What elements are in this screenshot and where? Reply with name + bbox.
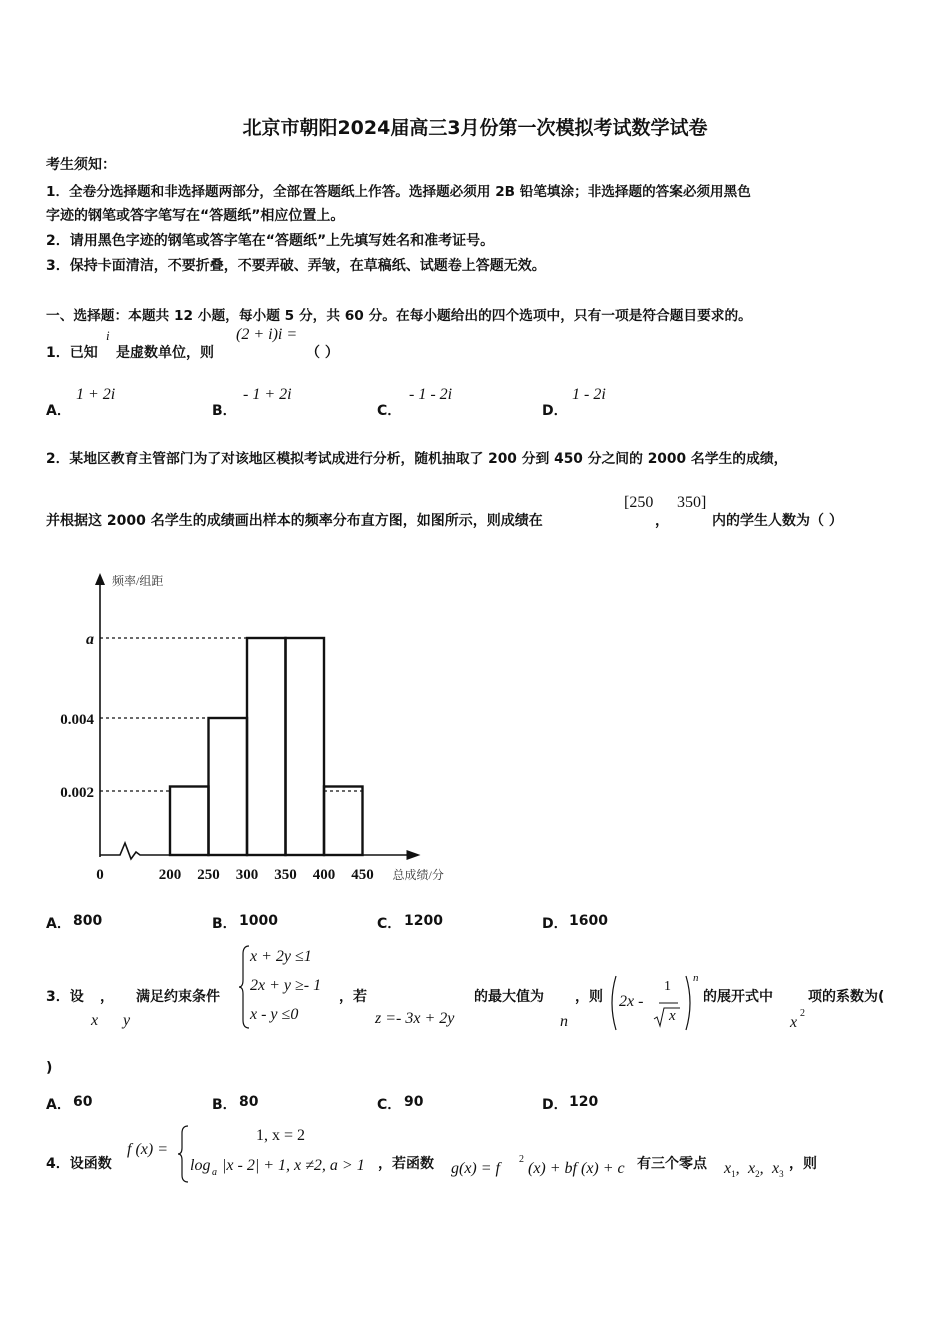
q3-constraint-3: x - y ≤0 bbox=[250, 1006, 299, 1023]
q3-var-x: x bbox=[91, 1012, 99, 1029]
q2-option-b: 1000 bbox=[239, 913, 278, 929]
q1-option-c-label: C． bbox=[377, 403, 402, 419]
q2-interval-left: [250 bbox=[624, 494, 654, 511]
q1-option-b-label: B． bbox=[212, 403, 237, 419]
q1-paren: （ ） bbox=[306, 345, 339, 361]
x-tick-label-450: 450 bbox=[351, 867, 374, 883]
q4-g-def: g(x) = f bbox=[451, 1160, 500, 1177]
q3-option-a-label: A． bbox=[46, 1097, 71, 1113]
q2-option-d-label: D． bbox=[542, 916, 568, 932]
q3-prefix: 3．设 bbox=[46, 989, 84, 1005]
x-tick-label-400: 400 bbox=[312, 867, 336, 883]
q1-option-d-label: D． bbox=[542, 403, 568, 419]
q4-prefix: 4．设函数 bbox=[46, 1156, 112, 1172]
notice-line-1a: 1．全卷分选择题和非选择题两部分，全部在答题纸上作答。选择题必须用 2B 铅笔填涂；非选择题的答案必须用黑色 bbox=[46, 184, 751, 200]
q3-binomial-numerator: 1 bbox=[664, 979, 671, 994]
q3-objective: z =- 3x + 2y bbox=[375, 1010, 455, 1027]
q1-var-i: i bbox=[106, 328, 110, 343]
q1-option-b: - 1 + 2i bbox=[243, 386, 292, 403]
q3-option-c-label: C． bbox=[377, 1097, 402, 1113]
q4-g-rest: (x) + bf (x) + c bbox=[528, 1160, 625, 1177]
q2-option-d: 1600 bbox=[569, 913, 608, 929]
q3-var-n: n bbox=[560, 1013, 568, 1030]
q3-binomial-exponent: n bbox=[693, 972, 699, 984]
q2-option-a-label: A． bbox=[46, 916, 71, 932]
histogram-bar-4 bbox=[286, 638, 325, 855]
q2-line-1: 2．某地区教育主管部门为了对该地区模拟考试成进行分析，随机抽取了 200 分到 450 分之间的 2000 名学生的成绩， bbox=[46, 451, 788, 467]
q4-zeros-text: 有三个零点 bbox=[637, 1156, 707, 1172]
q1-option-d: 1 - 2i bbox=[572, 386, 606, 403]
histogram-bar-3 bbox=[247, 638, 286, 855]
notice-line-1b: 字迹的钢笔或答字笔写在“答题纸”相应位置上。 bbox=[46, 208, 345, 224]
notice-heading: 考生须知： bbox=[46, 157, 116, 173]
q3-option-d: 120 bbox=[569, 1094, 599, 1110]
x-tick-label-200: 200 bbox=[158, 867, 182, 883]
q3-close: ) bbox=[46, 1060, 53, 1076]
q2-option-b-label: B． bbox=[212, 916, 237, 932]
histogram-marks bbox=[60, 573, 444, 883]
y-axis-label: 频率/组距 bbox=[112, 574, 164, 588]
y-tick-label-0.002: 0.002 bbox=[60, 785, 94, 801]
q3-ruo: ，若 bbox=[339, 989, 367, 1005]
histogram-chart bbox=[40, 565, 470, 890]
y-axis-arrow-icon bbox=[95, 573, 105, 585]
q3-option-b-label: B． bbox=[212, 1097, 237, 1113]
q3-x2-exponent: 2 bbox=[800, 1008, 805, 1019]
q1-expr: (2 + i)i = bbox=[236, 326, 298, 343]
x-tick-label-300: 300 bbox=[235, 867, 259, 883]
x-axis-arrow-icon bbox=[407, 850, 421, 860]
q3-option-d-label: D． bbox=[542, 1097, 568, 1113]
q3-comma: ， bbox=[100, 989, 114, 1005]
q3-option-c: 90 bbox=[404, 1094, 424, 1110]
q4-x3: $x_3$ bbox=[772, 1160, 784, 1180]
q1-option-a: 1 + 2i bbox=[76, 386, 116, 403]
q4-x1: $x_1$, bbox=[724, 1160, 740, 1180]
q3-ze: ，则 bbox=[575, 989, 603, 1005]
x-axis bbox=[100, 843, 413, 859]
q3-option-a: 60 bbox=[73, 1094, 93, 1110]
q3-constraint-1: x + 2y ≤1 bbox=[250, 948, 312, 965]
q4-g-square: 2 bbox=[519, 1154, 524, 1165]
q3-max-text: 的最大值为 bbox=[474, 989, 544, 1005]
histogram-bar-5 bbox=[324, 787, 363, 856]
q4-case-2-base: a bbox=[212, 1167, 217, 1178]
q2-option-a: 800 bbox=[73, 913, 103, 929]
q4-brace-icon bbox=[178, 1124, 190, 1184]
q2-option-c: 1200 bbox=[404, 913, 443, 929]
q3-cond: 满足约束条件 bbox=[136, 989, 220, 1005]
q1-mid: 是虚数单位，则 bbox=[116, 345, 214, 361]
q4-case-1: 1, x = 2 bbox=[256, 1127, 306, 1144]
q4-x2: $x_2$, bbox=[748, 1160, 764, 1180]
q3-binomial-term: 2x - bbox=[619, 993, 644, 1010]
histogram-bar-2 bbox=[209, 718, 248, 855]
q2-interval-comma: ， bbox=[655, 513, 669, 529]
y-tick-label-a: a bbox=[86, 631, 94, 648]
q4-case-2-expr: |x - 2| + 1, x ≠2, a > 1 bbox=[222, 1157, 365, 1174]
x-axis-label: 总成绩/分 bbox=[392, 868, 444, 882]
q4-mid: ，若函数 bbox=[378, 1156, 434, 1172]
q4-f-def: f (x) = bbox=[127, 1141, 168, 1158]
q3-x2-base: x bbox=[790, 1014, 798, 1031]
q3-binomial-denominator: x bbox=[669, 1008, 676, 1024]
q2-line-2b: 内的学生人数为（ ） bbox=[712, 513, 843, 529]
q3-expand-text: 的展开式中 bbox=[703, 989, 773, 1005]
histogram-bar-1 bbox=[170, 787, 209, 856]
q3-var-y: y bbox=[123, 1012, 131, 1029]
q2-interval-right: 350] bbox=[677, 494, 707, 511]
page-title: 北京市朝阳2024届高三3月份第一次模拟考试数学试卷 bbox=[242, 117, 708, 139]
notice-line-3: 3．保持卡面清洁，不要折叠，不要弄破、弄皱，在草稿纸、试题卷上答题无效。 bbox=[46, 258, 546, 274]
x-tick-label-250: 250 bbox=[197, 867, 220, 883]
x-tick-label-350: 350 bbox=[274, 867, 297, 883]
y-tick-label-0.004: 0.004 bbox=[60, 712, 94, 728]
q1-prefix: 1．已知 bbox=[46, 345, 98, 361]
section-heading: 一、选择题：本题共 12 小题，每小题 5 分，共 60 分。在每小题给出的四个选项中，只有一项是符合题目要求的。 bbox=[46, 308, 752, 324]
notice-line-2: 2．请用黑色字迹的钢笔或答字笔在“答题纸”上先填写姓名和准考证号。 bbox=[46, 233, 495, 249]
q3-coef-text: 项的系数为( bbox=[808, 989, 885, 1005]
q3-constraint-2: 2x + y ≥- 1 bbox=[250, 977, 322, 994]
q1-option-a-label: A． bbox=[46, 403, 71, 419]
origin-label: 0 bbox=[96, 867, 104, 883]
q2-line-2a: 并根据这 2000 名学生的成绩画出样本的频率分布直方图，如图所示，则成绩在 bbox=[46, 513, 543, 529]
q1-option-c: - 1 - 2i bbox=[409, 386, 453, 403]
q4-case-2-log: log bbox=[190, 1157, 211, 1174]
q4-ze: ，则 bbox=[789, 1156, 817, 1172]
q3-option-b: 80 bbox=[239, 1094, 259, 1110]
q2-option-c-label: C． bbox=[377, 916, 402, 932]
